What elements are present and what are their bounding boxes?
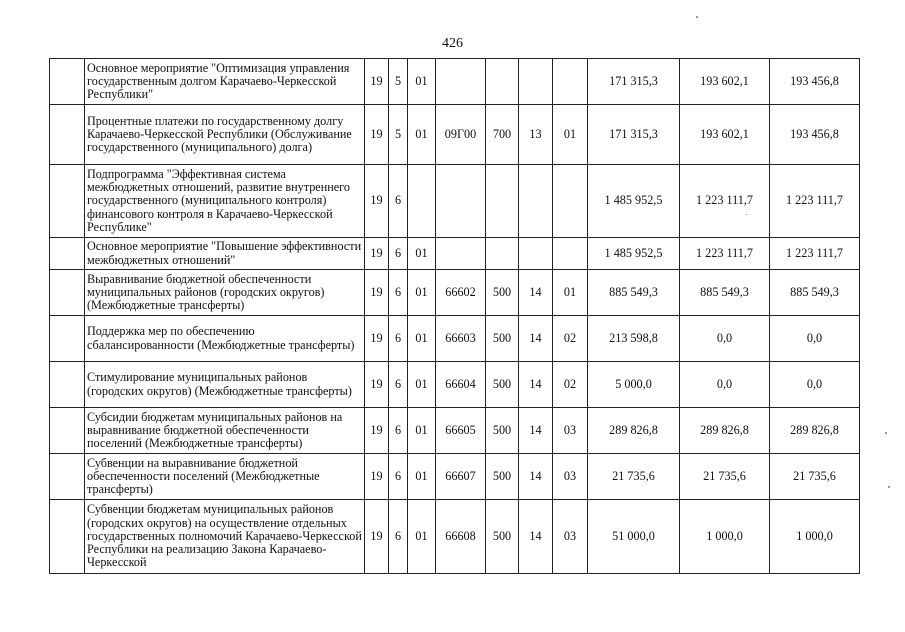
cell-vr: 500 bbox=[486, 408, 519, 454]
cell-y1: 51 000,0 bbox=[588, 500, 680, 574]
cell-gp: 19 bbox=[365, 408, 389, 454]
cell-name: Выравнивание бюджетной обеспеченности муниципальных районов (городских округов) (Межбюджетные трансферты) bbox=[85, 270, 365, 316]
cell-name: Процентные платежи по государственному долгу Карачаево-Черкесской Республики (Обслуживание государственного (муниципального) долга) bbox=[85, 105, 365, 165]
cell-vr: 500 bbox=[486, 500, 519, 574]
cell-gp: 19 bbox=[365, 316, 389, 362]
cell-y2: 0,0 bbox=[680, 316, 770, 362]
cell-y1: 213 598,8 bbox=[588, 316, 680, 362]
cell-y3: 1 223 111,7 bbox=[770, 165, 860, 238]
cell-gp: 19 bbox=[365, 59, 389, 105]
scan-speck bbox=[885, 432, 887, 434]
cell-pr: 03 bbox=[553, 408, 588, 454]
cell-y1: 1 485 952,5 bbox=[588, 165, 680, 238]
cell-blank bbox=[50, 105, 85, 165]
cell-vr: 500 bbox=[486, 454, 519, 500]
cell-vr bbox=[486, 165, 519, 238]
cell-om: 01 bbox=[408, 316, 436, 362]
cell-vr bbox=[486, 59, 519, 105]
cell-y3: 193 456,8 bbox=[770, 59, 860, 105]
cell-om: 01 bbox=[408, 270, 436, 316]
cell-pp: 6 bbox=[389, 270, 408, 316]
cell-om: 01 bbox=[408, 454, 436, 500]
cell-nap bbox=[436, 165, 486, 238]
cell-vr: 700 bbox=[486, 105, 519, 165]
scan-speck bbox=[746, 214, 747, 215]
cell-nap: 66602 bbox=[436, 270, 486, 316]
cell-y1: 21 735,6 bbox=[588, 454, 680, 500]
cell-name: Подпрограмма "Эффективная система межбюджетных отношений, развитие внутреннего государственного (муниципального контроля) финансового контроля в Карачаево-Черкесской Республике" bbox=[85, 165, 365, 238]
scan-speck bbox=[888, 486, 890, 488]
cell-pr: 02 bbox=[553, 316, 588, 362]
table-row bbox=[50, 59, 860, 105]
cell-pr: 03 bbox=[553, 454, 588, 500]
cell-blank bbox=[50, 500, 85, 574]
cell-pr: 03 bbox=[553, 500, 588, 574]
page-number: 426 bbox=[442, 36, 463, 51]
cell-name: Субвенции бюджетам муниципальных районов (городских округов) на осуществление отдельных государственных полномочий Карачаево-Черкесской Республики на реализацию Закона Карачаево-Черкесской bbox=[85, 500, 365, 574]
cell-om: 01 bbox=[408, 238, 436, 270]
cell-pp: 6 bbox=[389, 238, 408, 270]
cell-y2: 1 223 111,7 bbox=[680, 238, 770, 270]
table-row bbox=[50, 316, 860, 362]
cell-pr: 01 bbox=[553, 105, 588, 165]
cell-gp: 19 bbox=[365, 500, 389, 574]
cell-y3: 193 456,8 bbox=[770, 105, 860, 165]
cell-pp: 6 bbox=[389, 362, 408, 408]
cell-y2: 885 549,3 bbox=[680, 270, 770, 316]
cell-rz: 14 bbox=[519, 362, 553, 408]
cell-name: Стимулирование муниципальных районов (городских округов) (Межбюджетные трансферты) bbox=[85, 362, 365, 408]
cell-gp: 19 bbox=[365, 454, 389, 500]
cell-y1: 885 549,3 bbox=[588, 270, 680, 316]
cell-pp: 6 bbox=[389, 454, 408, 500]
cell-name: Субвенции на выравнивание бюджетной обеспеченности поселений (Межбюджетные трансферты) bbox=[85, 454, 365, 500]
cell-blank bbox=[50, 454, 85, 500]
cell-y2: 0,0 bbox=[680, 362, 770, 408]
cell-y2: 21 735,6 bbox=[680, 454, 770, 500]
cell-rz: 13 bbox=[519, 105, 553, 165]
cell-y2: 1 000,0 bbox=[680, 500, 770, 574]
cell-rz bbox=[519, 59, 553, 105]
cell-name: Основное мероприятие "Повышение эффективности межбюджетных отношений" bbox=[85, 238, 365, 270]
cell-y1: 1 485 952,5 bbox=[588, 238, 680, 270]
cell-name: Основное мероприятие "Оптимизация управления государственным долгом Карачаево-Черкесской Республики" bbox=[85, 59, 365, 105]
cell-pr bbox=[553, 59, 588, 105]
table-row bbox=[50, 500, 860, 574]
cell-rz: 14 bbox=[519, 454, 553, 500]
cell-pp: 5 bbox=[389, 105, 408, 165]
cell-rz bbox=[519, 238, 553, 270]
table-row bbox=[50, 408, 860, 454]
cell-y3: 289 826,8 bbox=[770, 408, 860, 454]
cell-y3: 21 735,6 bbox=[770, 454, 860, 500]
cell-om bbox=[408, 165, 436, 238]
cell-y1: 289 826,8 bbox=[588, 408, 680, 454]
cell-y2: 289 826,8 bbox=[680, 408, 770, 454]
cell-pp: 6 bbox=[389, 316, 408, 362]
cell-gp: 19 bbox=[365, 105, 389, 165]
cell-pp: 6 bbox=[389, 500, 408, 574]
cell-blank bbox=[50, 362, 85, 408]
cell-y3: 0,0 bbox=[770, 316, 860, 362]
cell-nap: 09Г00 bbox=[436, 105, 486, 165]
cell-pr bbox=[553, 165, 588, 238]
cell-nap bbox=[436, 59, 486, 105]
cell-nap: 66605 bbox=[436, 408, 486, 454]
cell-y2: 193 602,1 bbox=[680, 105, 770, 165]
cell-vr: 500 bbox=[486, 316, 519, 362]
cell-blank bbox=[50, 165, 85, 238]
cell-pp: 5 bbox=[389, 59, 408, 105]
cell-gp: 19 bbox=[365, 362, 389, 408]
scan-speck bbox=[696, 16, 698, 18]
cell-rz: 14 bbox=[519, 270, 553, 316]
cell-blank bbox=[50, 238, 85, 270]
table-row bbox=[50, 454, 860, 500]
cell-y3: 1 223 111,7 bbox=[770, 238, 860, 270]
cell-blank bbox=[50, 59, 85, 105]
cell-y2: 193 602,1 bbox=[680, 59, 770, 105]
cell-gp: 19 bbox=[365, 165, 389, 238]
cell-gp: 19 bbox=[365, 238, 389, 270]
cell-pr: 01 bbox=[553, 270, 588, 316]
table-row bbox=[50, 362, 860, 408]
cell-name: Субсидии бюджетам муниципальных районов на выравнивание бюджетной обеспеченности поселений (Межбюджетные трансферты) bbox=[85, 408, 365, 454]
cell-om: 01 bbox=[408, 500, 436, 574]
cell-nap: 66608 bbox=[436, 500, 486, 574]
cell-y3: 1 000,0 bbox=[770, 500, 860, 574]
cell-blank bbox=[50, 270, 85, 316]
cell-name: Поддержка мер по обеспечению сбалансированности (Межбюджетные трансферты) bbox=[85, 316, 365, 362]
cell-rz bbox=[519, 165, 553, 238]
cell-om: 01 bbox=[408, 105, 436, 165]
cell-nap: 66604 bbox=[436, 362, 486, 408]
table-row bbox=[50, 105, 860, 165]
cell-y1: 171 315,3 bbox=[588, 59, 680, 105]
cell-rz: 14 bbox=[519, 500, 553, 574]
table-row bbox=[50, 270, 860, 316]
cell-vr: 500 bbox=[486, 270, 519, 316]
table-row bbox=[50, 238, 860, 270]
cell-rz: 14 bbox=[519, 408, 553, 454]
cell-gp: 19 bbox=[365, 270, 389, 316]
cell-pp: 6 bbox=[389, 408, 408, 454]
cell-pp: 6 bbox=[389, 165, 408, 238]
cell-rz: 14 bbox=[519, 316, 553, 362]
cell-vr: 500 bbox=[486, 362, 519, 408]
cell-blank bbox=[50, 316, 85, 362]
cell-y1: 171 315,3 bbox=[588, 105, 680, 165]
cell-y2: 1 223 111,7 bbox=[680, 165, 770, 238]
cell-nap bbox=[436, 238, 486, 270]
cell-pr: 02 bbox=[553, 362, 588, 408]
cell-om: 01 bbox=[408, 408, 436, 454]
cell-om: 01 bbox=[408, 362, 436, 408]
cell-y3: 0,0 bbox=[770, 362, 860, 408]
cell-nap: 66603 bbox=[436, 316, 486, 362]
cell-om: 01 bbox=[408, 59, 436, 105]
cell-vr bbox=[486, 238, 519, 270]
cell-nap: 66607 bbox=[436, 454, 486, 500]
cell-blank bbox=[50, 408, 85, 454]
table-row bbox=[50, 165, 860, 238]
cell-y3: 885 549,3 bbox=[770, 270, 860, 316]
budget-table bbox=[49, 58, 860, 574]
cell-y1: 5 000,0 bbox=[588, 362, 680, 408]
cell-pr bbox=[553, 238, 588, 270]
